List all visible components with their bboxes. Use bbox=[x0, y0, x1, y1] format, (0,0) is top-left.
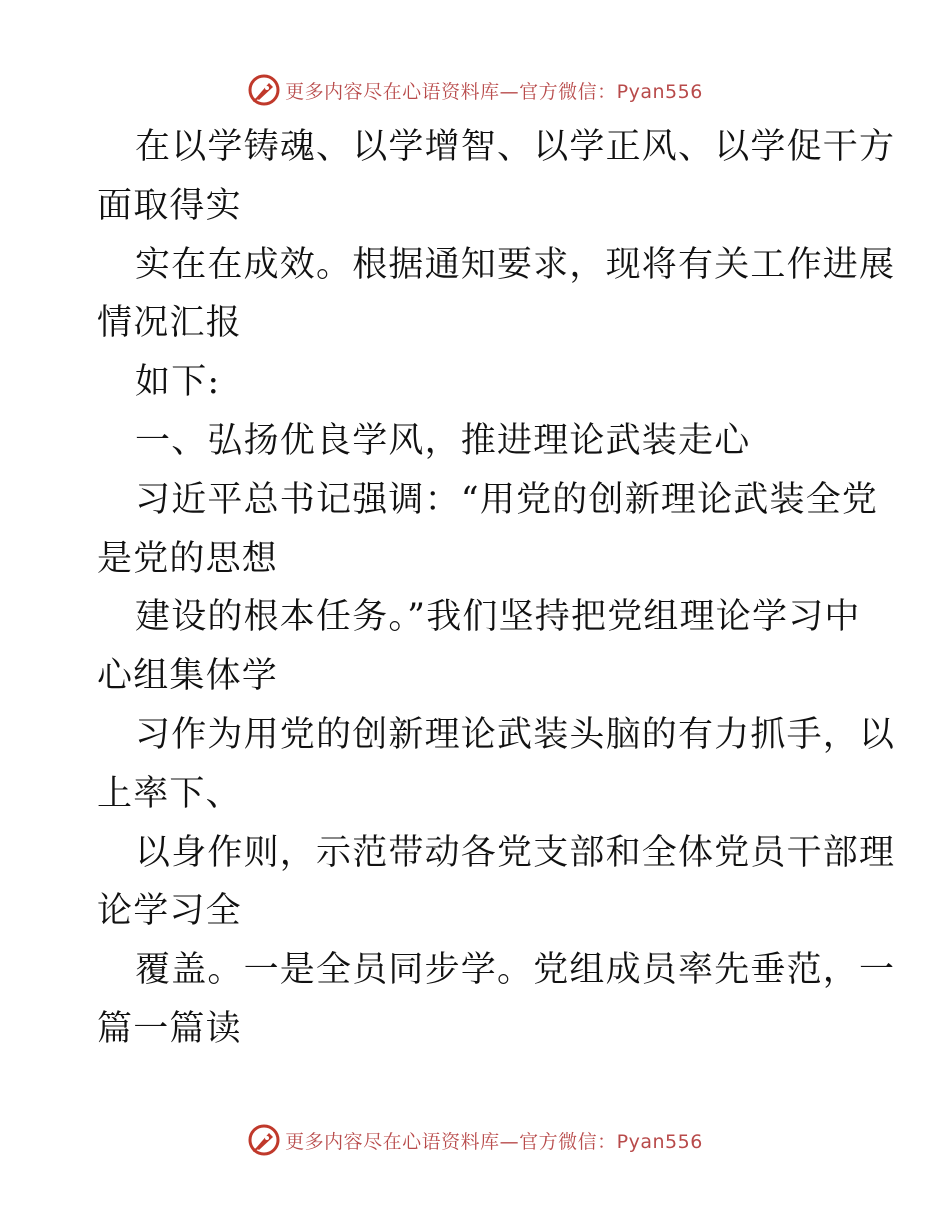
text-line: 习作为用党的创新理论武装头脑的有力抓手，以 bbox=[135, 714, 896, 755]
footer-watermark-banner bbox=[0, 1120, 950, 1160]
section-heading: 一、弘扬优良学风，推进理论武装走心 bbox=[135, 420, 751, 461]
text-line: 情况汇报 bbox=[97, 303, 242, 344]
document-body bbox=[97, 118, 896, 1059]
text-line: 是党的思想 bbox=[97, 538, 279, 579]
text-line: 上率下、 bbox=[97, 773, 242, 814]
pen-nib-logo-icon bbox=[247, 73, 281, 107]
text-line: 论学习全 bbox=[97, 891, 242, 932]
footer-watermark-text: 更多内容尽在心语资料库—官方微信：Pyan556 bbox=[285, 1130, 703, 1153]
text-line: 心组集体学 bbox=[97, 656, 279, 697]
text-line: 如下: bbox=[135, 362, 221, 403]
text-line: 覆盖。一是全员同步学。党组成员率先垂范，一 bbox=[135, 950, 896, 991]
header-watermark-banner bbox=[0, 70, 950, 110]
text-line: 建设的根本任务。”我们坚持把党组理论学习中 bbox=[135, 597, 861, 638]
text-line: 篇一篇读 bbox=[97, 1008, 242, 1049]
text-line: 在以学铸魂、以学增智、以学正风、以学促干方 bbox=[135, 127, 896, 167]
text-line: 以身作则，示范带动各党支部和全体党员干部理 bbox=[135, 832, 896, 873]
header-watermark-text: 更多内容尽在心语资料库—官方微信：Pyan556 bbox=[285, 80, 703, 103]
text-line: 习近平总书记强调：“用党的创新理论武装全党 bbox=[135, 479, 879, 520]
text-line: 面取得实 bbox=[97, 185, 242, 226]
pen-nib-logo-icon bbox=[247, 1123, 281, 1157]
text-line: 实在在成效。根据通知要求，现将有关工作进展 bbox=[135, 244, 896, 285]
